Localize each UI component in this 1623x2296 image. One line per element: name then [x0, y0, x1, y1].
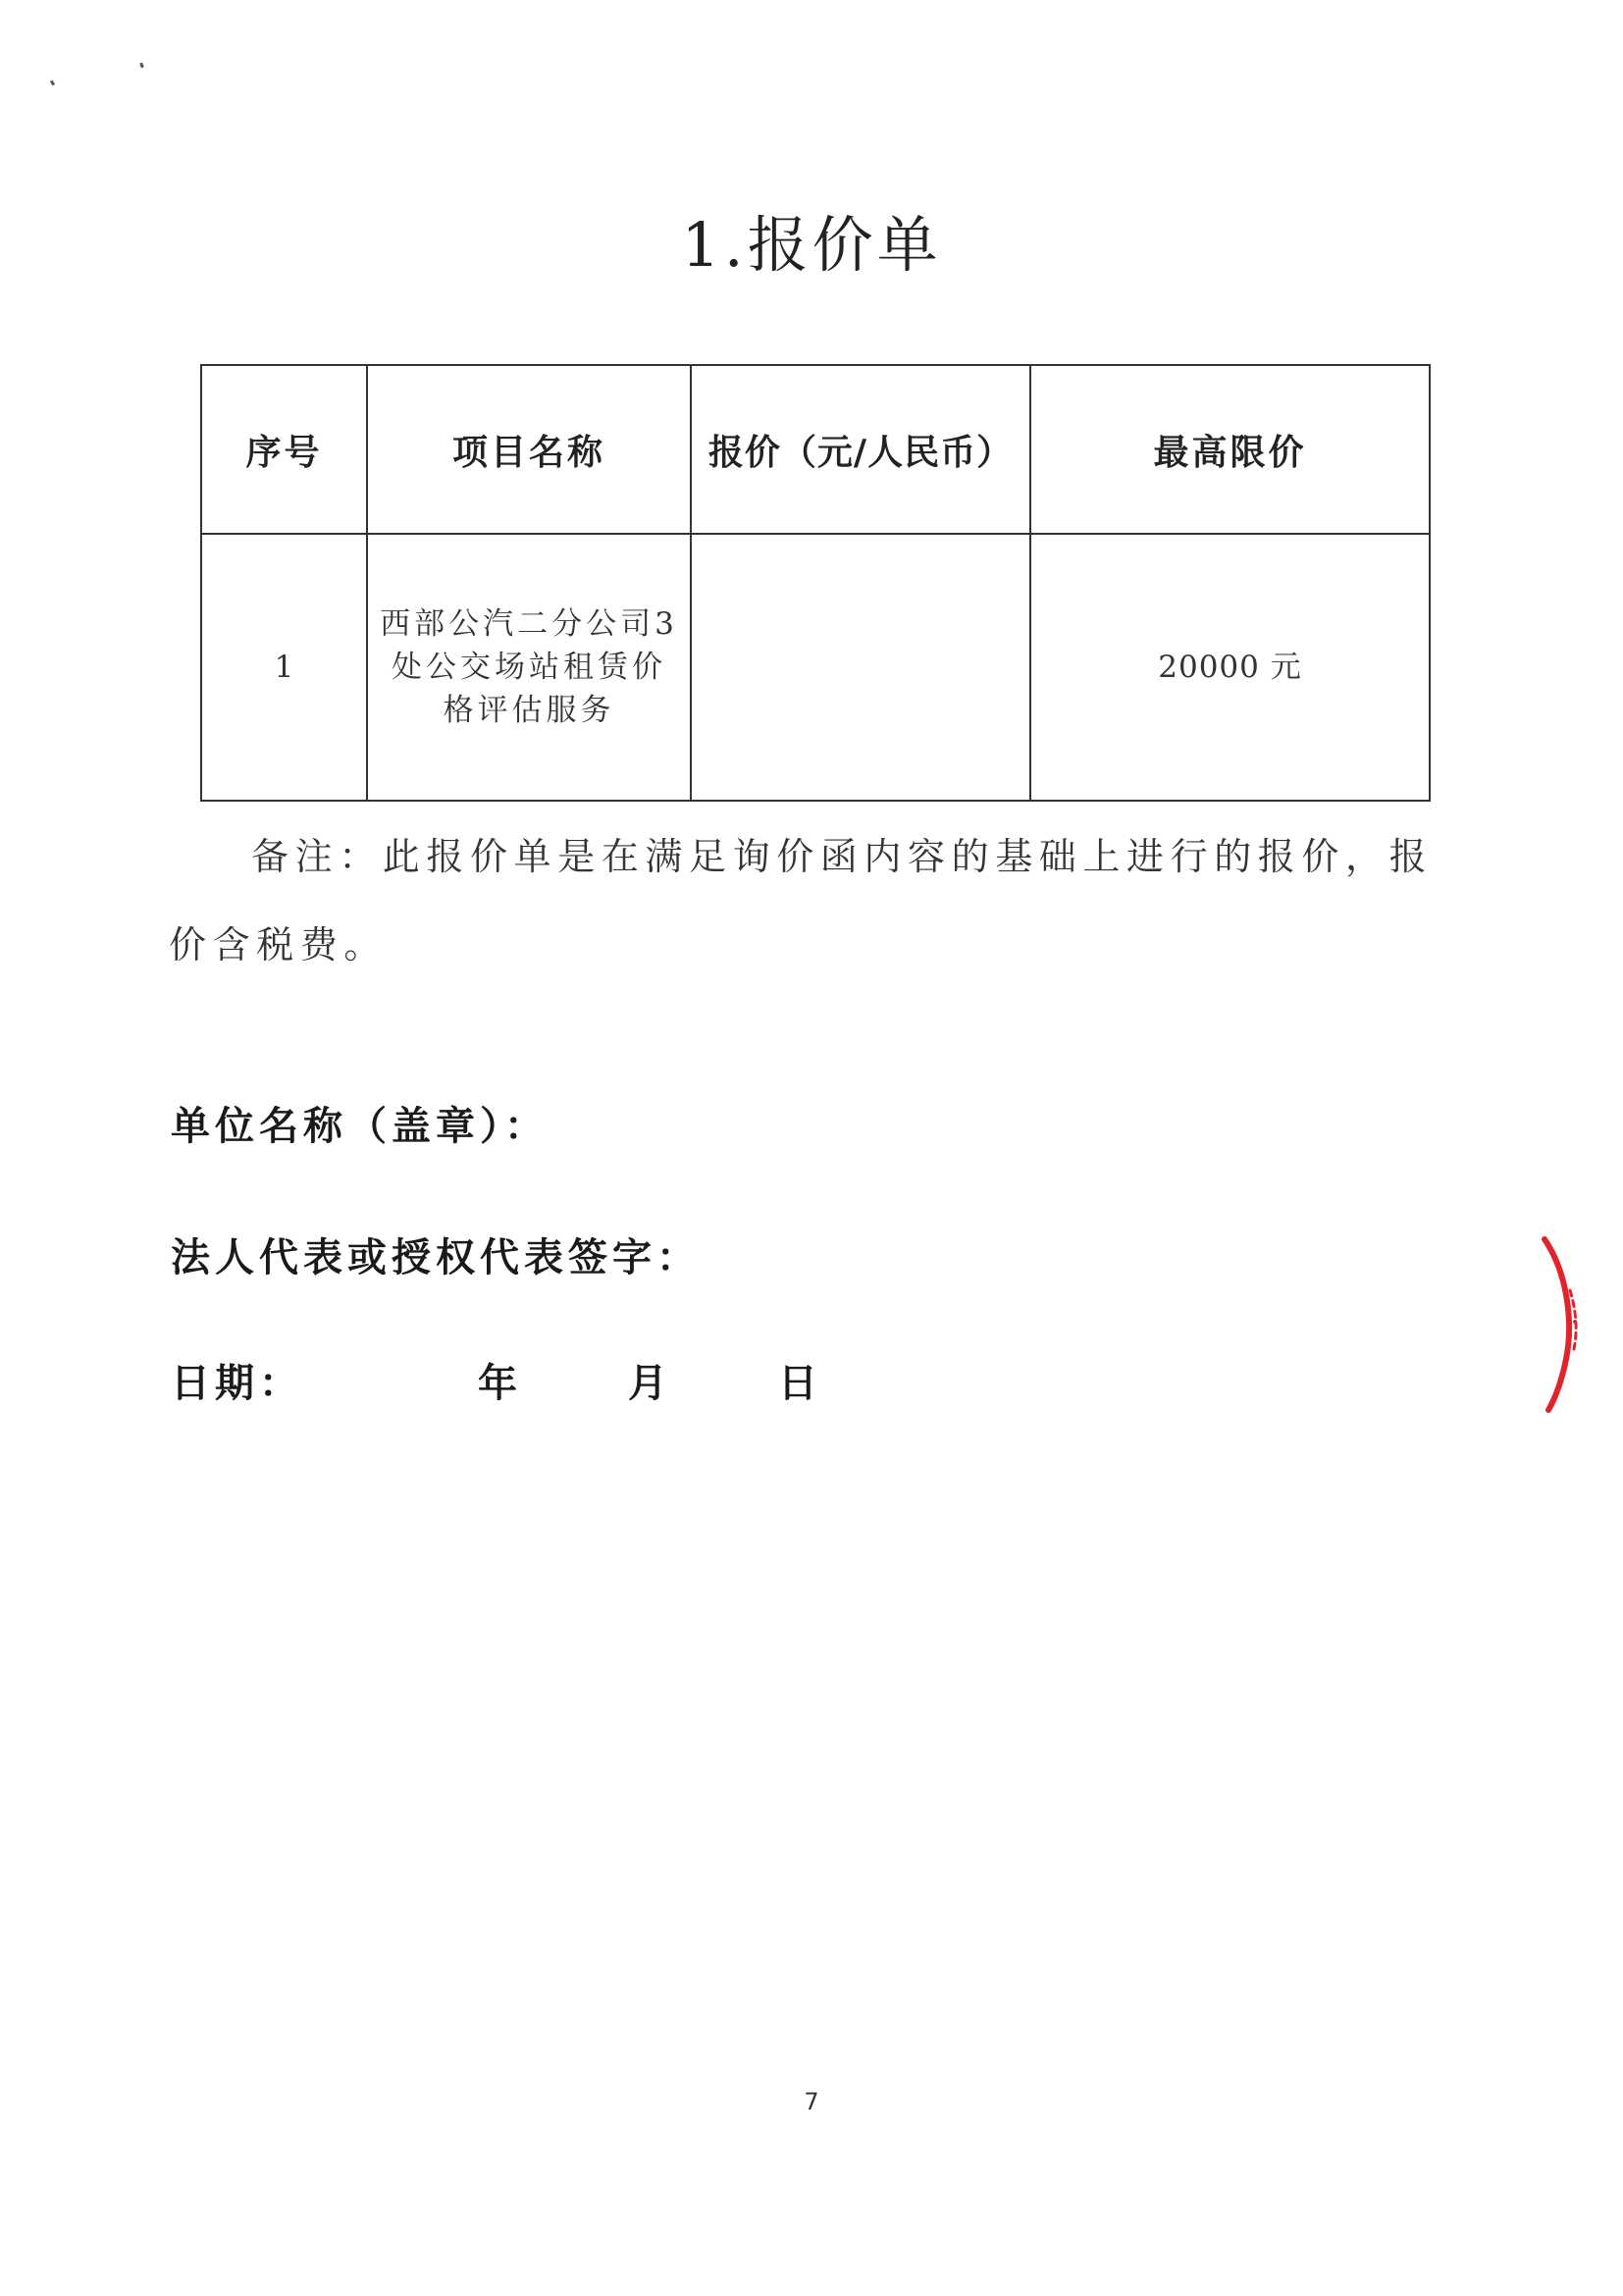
table-header-row: [201, 365, 1430, 534]
quote-table: [200, 364, 1431, 802]
month-label: 月: [628, 1361, 672, 1406]
red-seal-fragment: [1531, 1231, 1590, 1418]
scan-speck: [50, 80, 55, 86]
header-max-price: 最高限价: [1030, 365, 1430, 534]
unit-name-label: 单位名称（盖章）：: [171, 1104, 549, 1149]
cell-project-name: 西部公汽二分公司3处公交场站租赁价格评估服务: [367, 534, 691, 801]
cell-index: 1: [201, 534, 367, 801]
page-title: 1.报价单: [681, 209, 942, 281]
cell-max-price: 20000 元: [1030, 534, 1430, 801]
page-number: 7: [804, 2088, 819, 2115]
remark-paragraph: 备注：此报价单是在满足询价函内容的基础上进行的报价，报价含税费。: [169, 835, 1434, 966]
header-project-name: 项目名称: [367, 365, 691, 534]
header-index: 序号: [201, 365, 367, 534]
date-label: 日期：: [171, 1361, 303, 1406]
unit-name-field[interactable]: [171, 1095, 549, 1151]
day-label: 日: [778, 1361, 822, 1406]
signature-field[interactable]: [171, 1226, 701, 1282]
scan-speck: [139, 63, 144, 69]
year-label: 年: [478, 1361, 522, 1406]
signature-label: 法人代表或授权代表签字：: [171, 1235, 701, 1280]
header-quote: 报价（元/人民币）: [691, 365, 1030, 534]
cell-quote[interactable]: [691, 534, 1030, 801]
date-field[interactable]: [171, 1352, 822, 1408]
table-row: [201, 534, 1430, 801]
